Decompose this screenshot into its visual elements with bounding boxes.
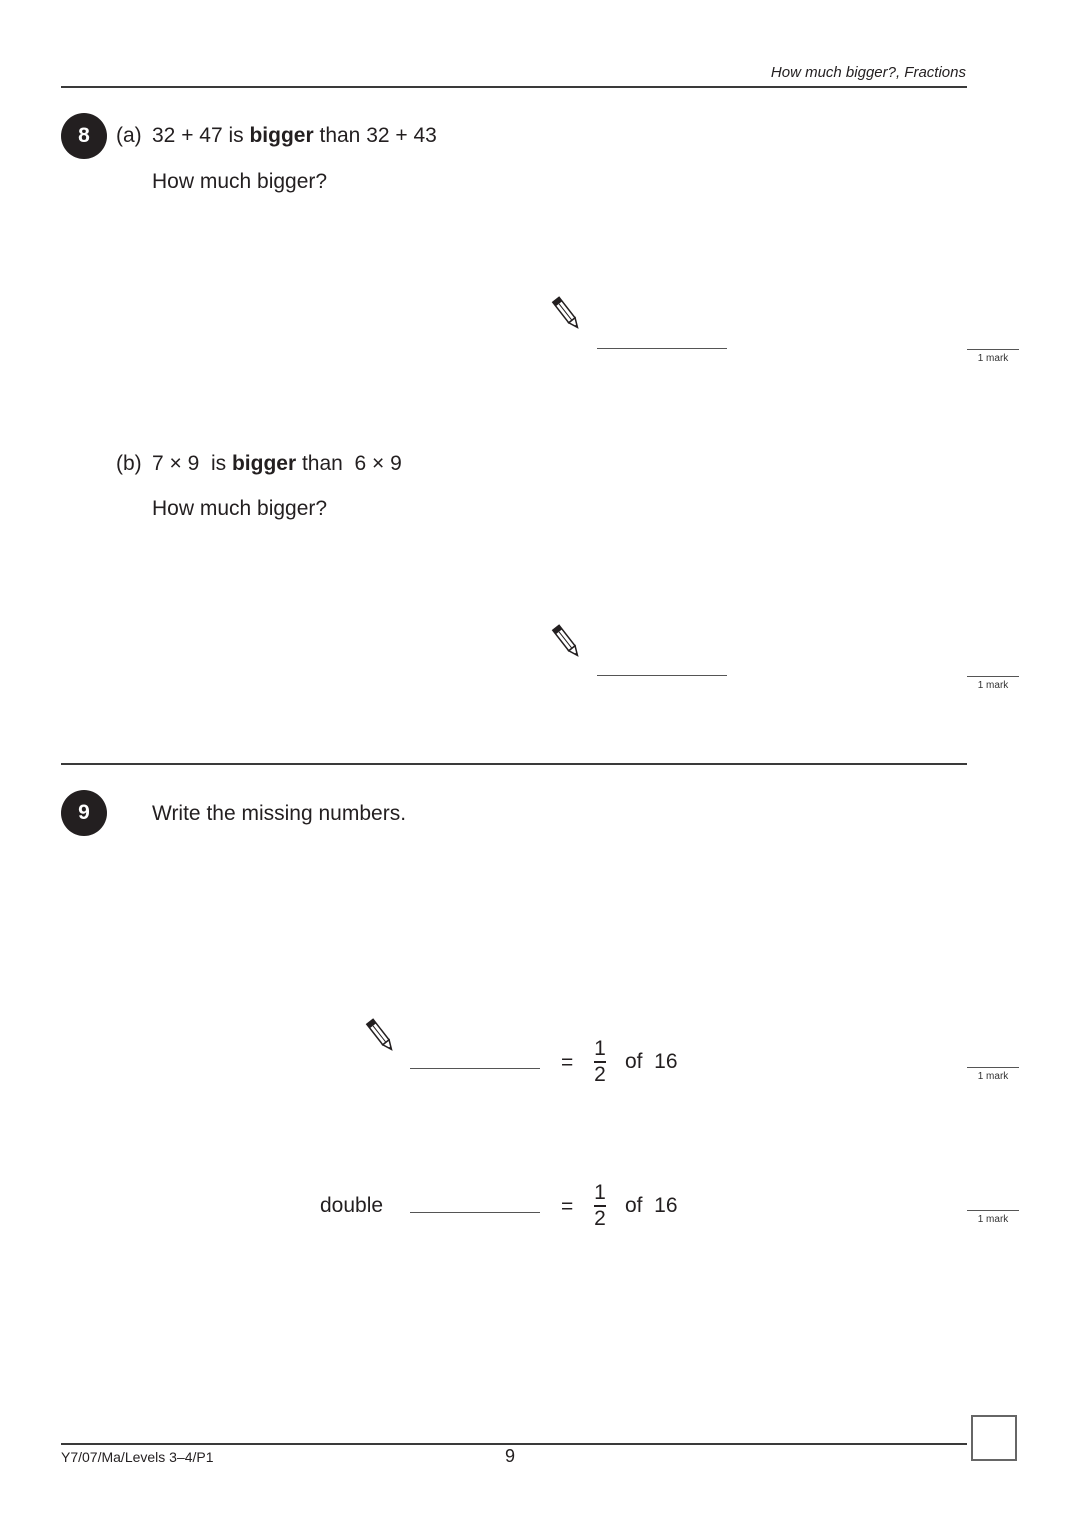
- statement-emphasis: bigger: [249, 124, 314, 147]
- statement-emphasis: bigger: [231, 452, 297, 475]
- answer-field-8a[interactable]: [597, 348, 727, 349]
- statement-text: than 6 × 9: [296, 452, 402, 475]
- section-divider: [61, 763, 967, 765]
- question-8b-prompt: How much bigger?: [152, 497, 328, 520]
- mark-label: 1 mark: [977, 353, 1009, 364]
- answer-field-9-row2[interactable]: [410, 1212, 540, 1213]
- fraction-numerator: 1: [594, 1181, 606, 1204]
- equals-sign: =: [561, 1195, 574, 1218]
- paper-code: Y7/07/Ma/Levels 3–4/P1: [61, 1449, 214, 1465]
- header-rule: [61, 86, 967, 88]
- question-9-instruction: Write the missing numbers.: [152, 802, 407, 825]
- mark-box-line: [967, 1210, 1019, 1211]
- mark-label: 1 mark: [977, 680, 1009, 691]
- answer-field-8b[interactable]: [597, 675, 727, 676]
- statement-text: 32 + 47 is: [152, 124, 250, 147]
- footer-rule: [61, 1443, 967, 1445]
- pencil-icon: [550, 622, 584, 662]
- question-8b-statement: [152, 452, 402, 476]
- of-sixteen-text: of 16: [625, 1194, 678, 1217]
- answer-field-9-row1[interactable]: [410, 1068, 540, 1069]
- mark-label: 1 mark: [977, 1071, 1009, 1082]
- pencil-icon: [364, 1016, 398, 1056]
- mark-box-line: [967, 676, 1019, 677]
- double-label: double: [320, 1194, 384, 1217]
- of-sixteen-text: of 16: [625, 1050, 678, 1073]
- statement-text: than 32 + 43: [313, 124, 437, 147]
- fraction-denominator: 2: [594, 1062, 606, 1086]
- fraction-one-half: [594, 1038, 606, 1086]
- page-header-title: How much bigger?, Fractions: [770, 64, 966, 81]
- question-8a-label: (a): [116, 124, 142, 147]
- pencil-icon: [550, 294, 584, 334]
- statement-text: 7 × 9 is: [152, 452, 232, 475]
- question-number-badge: 9: [61, 790, 107, 836]
- mark-box-line: [967, 349, 1019, 350]
- equals-sign: =: [561, 1051, 574, 1074]
- question-8a-statement: [152, 124, 437, 148]
- fraction-numerator: 1: [594, 1037, 606, 1060]
- question-8b-label: (b): [116, 452, 142, 475]
- fraction-denominator: 2: [594, 1206, 606, 1230]
- mark-box-line: [967, 1067, 1019, 1068]
- question-number-badge: 8: [61, 113, 107, 159]
- fraction-one-half: [594, 1182, 606, 1230]
- question-8a-prompt: How much bigger?: [152, 170, 328, 193]
- mark-label: 1 mark: [977, 1214, 1009, 1225]
- page-number: 9: [505, 1446, 516, 1466]
- page-total-marks-box: [971, 1415, 1017, 1461]
